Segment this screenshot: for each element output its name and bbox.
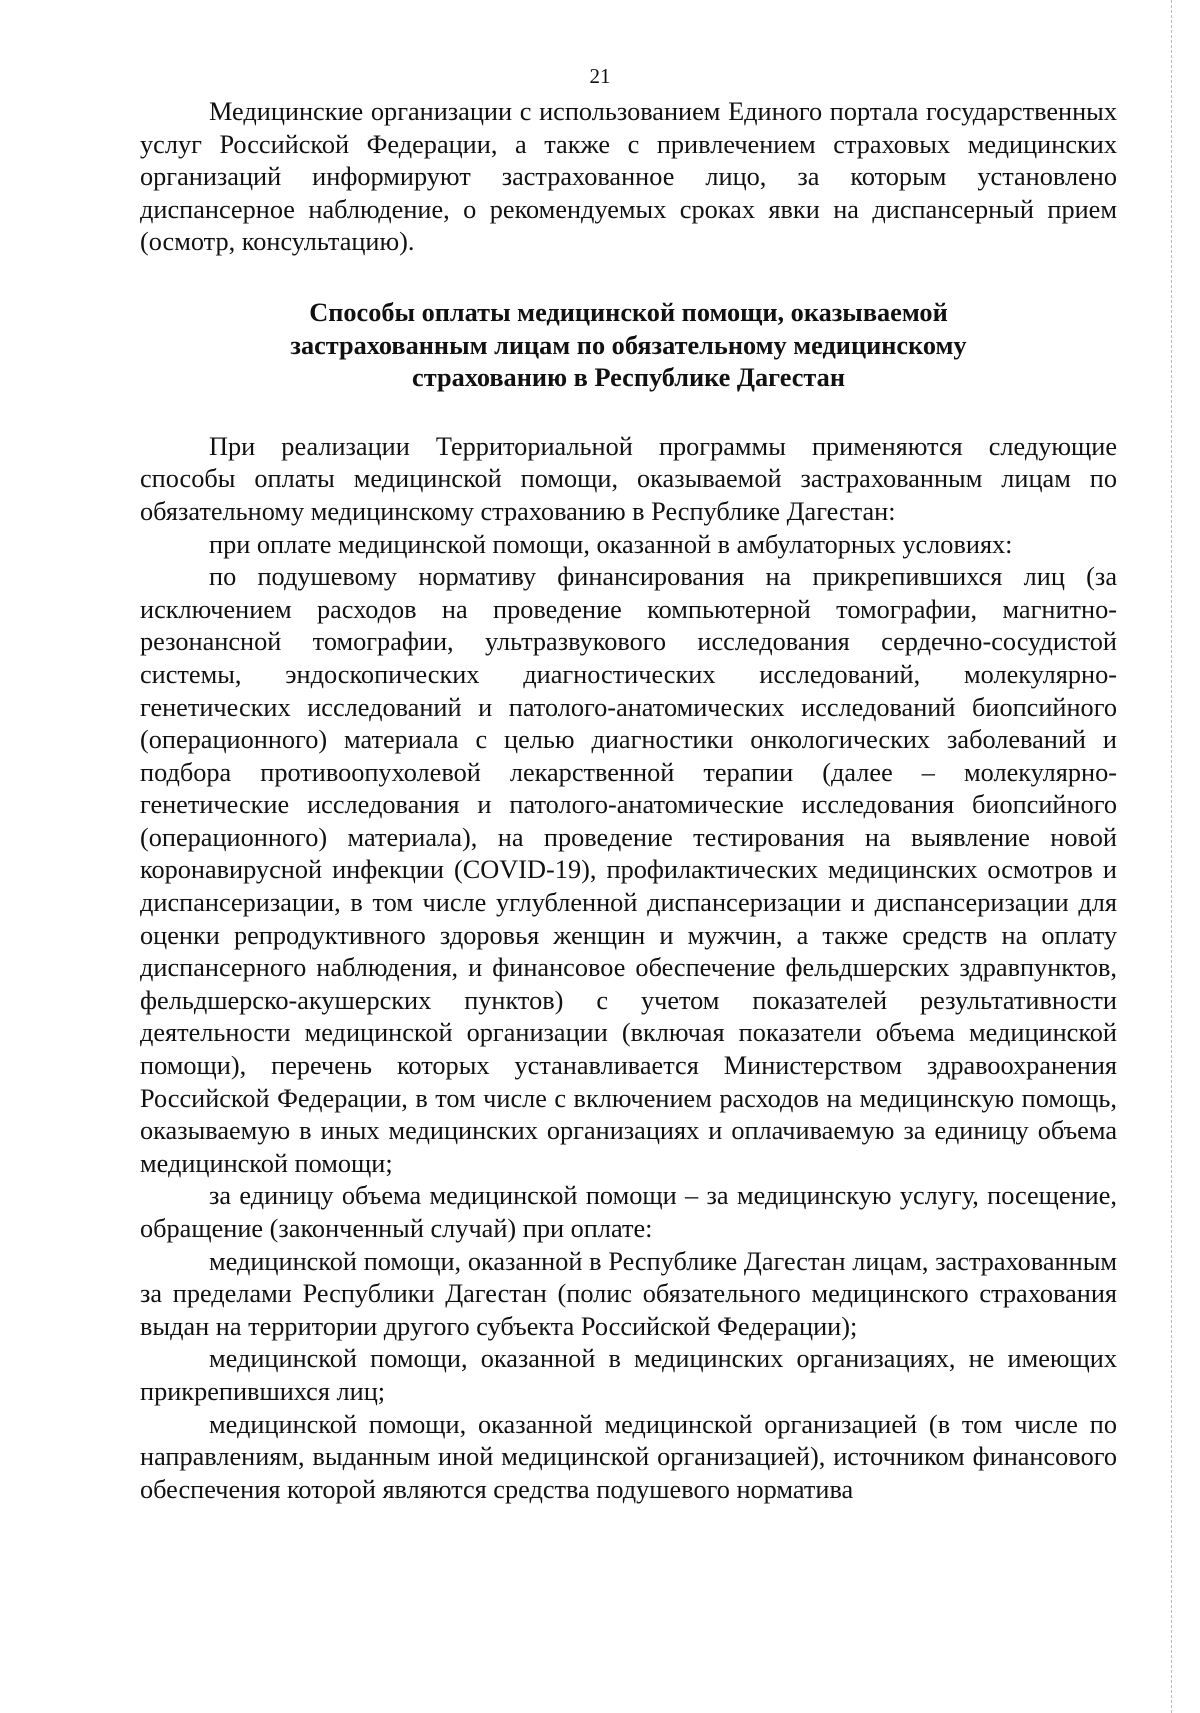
scan-edge-line xyxy=(1171,0,1172,1713)
heading-line: застрахованным лицам по обязательному медицинскому xyxy=(290,330,967,360)
paragraph-payment-methods: При реализации Территориальной программы применяются следующие способы оплаты медицинской помощи, оказываемой застрахованным лицам по обязательному медицинскому страхованию в Республике Дагестан: xyxy=(140,431,1117,526)
paragraph-unit-volume: за единицу объема медицинской помощи – за медицинскую услугу, посещение, обращение (законченный случай) при оплате: xyxy=(140,1181,1117,1243)
heading-line: страхованию в Республике Дагестан xyxy=(412,363,845,393)
intro-paragraph: Медицинские организации с использованием Единого портала государственных услуг Российской Федерации, а также с привлечением страховых медицинских организаций информируют застрахованное лицо, за которым установлено диспансерное наблюдение, о рекомендуемых сроках явки на диспансерный прием (осмотр, консультацию). xyxy=(140,97,1117,257)
paragraph-per-capita: по подушевому нормативу финансирования на прикрепившихся лиц (за исключением расходов на проведение компьютерной томографии, магнитно-резонансной томографии, ультразвукового исследования сердечно-сосудистой системы, эндоскопических диагностических исследований, молекулярно-генетических исследований и патолого-анатомических исследований биопсийного (операционного) материала с целью диагностики онкологических заболеваний и подбора противоопухолевой лекарственной терапии (далее – молекулярно-генетические исследования и патолого-анатомические исследования биопсийного (операционного) материала), на проведение тестирования на выявление новой коронавирусной инфекции (COVID-19), профилактических медицинских осмотров и диспансеризации, в том числе углубленной диспансеризации и диспансеризации для оценки репродуктивного здоровья женщин и мужчин, а также средств на оплату диспансерного наблюдения, и финансовое обеспечение фельдшерских здравпунктов, фельдшерско-акушерских пунктов) с учетом показателей результативности деятельности медицинской организации (включая показатели объема медицинской помощи), перечень которых устанавливается Министерством здравоохранения Российской Федерации, в том числе с включением расходов на медицинскую помощь, оказываемую в иных медицинских организациях и оплачиваемую за единицу объема медицинской помощи; xyxy=(140,562,1117,1178)
paragraph-referrals: медицинской помощи, оказанной медицинской организацией (в том числе по направлениям, выданным иной медицинской организацией), источником финансового обеспечения которой являются средства подушевого норматива xyxy=(140,1409,1117,1504)
page-number: 21 xyxy=(589,64,611,88)
paragraph-no-attached: медицинской помощи, оказанной в медицинских организациях, не имеющих прикрепившихся лиц; xyxy=(140,1344,1117,1406)
heading-line: Способы оплаты медицинской помощи, оказываемой xyxy=(309,297,948,327)
paragraph-outpatient: при оплате медицинской помощи, оказанной в амбулаторных условиях: xyxy=(209,529,1013,559)
document-body xyxy=(140,96,1117,1506)
section-heading xyxy=(140,297,1117,395)
paragraph-other-region: медицинской помощи, оказанной в Республике Дагестан лицам, застрахованным за пределами Республики Дагестан (полис обязательного медицинского страхования выдан на территории другого субъекта Российской Федерации); xyxy=(140,1246,1117,1341)
